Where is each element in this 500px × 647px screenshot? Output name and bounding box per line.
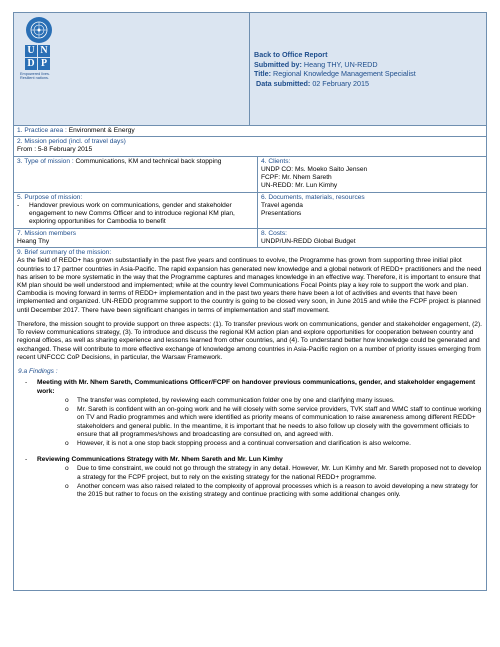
logo-cell bbox=[14, 13, 249, 125]
mission-type-value: Communications, KM and technical back stopping bbox=[75, 157, 222, 165]
finding-title: Meeting with Mr. Nhem Sareth, Communications Officer/FCPF on handover previous communications, gender, and stakeholder engagement work: bbox=[37, 379, 476, 395]
logo-letter: N bbox=[38, 45, 50, 57]
purpose-value: Handover previous work on communications, gender and stakeholder engagement to new Comms Officer and to introduce regional KM plan, exploring opportunities for Cambodia to benefit bbox=[29, 201, 235, 226]
submitted-by-label: Submitted by: bbox=[254, 59, 302, 69]
costs-cell bbox=[257, 229, 486, 247]
documents-cell bbox=[257, 193, 486, 228]
un-emblem-icon bbox=[26, 17, 52, 43]
document-item: Travel agenda bbox=[261, 201, 303, 209]
members-label: 7. Mission members bbox=[17, 229, 76, 237]
finding-point: o Mr. Sareth is confident with an on-going work and he will closely with some service providers, TVK staff and WMC staff to continue working on TV and Radio programmes and which were identified as priority means of communication to raise awareness among different REDD+ stakeholders and general public. In the meantime, it is important that he needs to also follow up closely with the government officials to ensure that all programmes/shows and broadcasting are consulted on, and agreed with. bbox=[65, 406, 482, 438]
members-value: Heang Thy bbox=[17, 237, 50, 245]
purpose-documents-row bbox=[14, 192, 486, 228]
findings-title: 9.a Findings : bbox=[18, 368, 58, 376]
mission-type-clients-row bbox=[14, 156, 486, 192]
summary-paragraph: As the field of REDD+ has grown substantially in the past five years and continues to evolve, the Programme has grown from supporting three initial pilot countries to 17 partner countries in Asia-Pacific. The rapid expansion has generated new knowledge and a global network of REDD+ practitioners and the need has arisen to be more systematic in the way that the Programme captures and manages knowledge in an effective way. Therefore, it is important to ensure that KM plan should be well understood and implemented; while at the country level Communications Focal Points play a key role to support the work and plan. Cambodia is moving forward in terms of REDD+ implementation and in the past two years there have been a lot of activities and events that have been implemented and organized. UN-REDD programme support to the country is going to be closed very soon, in June 2015 and while the FCPF project is planned until December 2017. There have been significant changes in terms of implementation and staff movement. bbox=[17, 257, 482, 314]
purpose-item: - Handover previous work on communications, gender and stakeholder engagement to new Comms Officer and to introduce regional KM plan, exploring opportunities for Cambodia to benefit bbox=[17, 202, 254, 227]
date-label: Data submitted: bbox=[256, 79, 311, 89]
report-title: Back to Office Report bbox=[254, 50, 328, 59]
mission-type-cell bbox=[14, 157, 257, 192]
members-cell bbox=[14, 229, 257, 247]
purpose-cell bbox=[14, 193, 257, 228]
report-header bbox=[14, 13, 486, 125]
documents-label: 6. Documents, materials, resources bbox=[261, 193, 365, 201]
purpose-label: 5. Purpose of mission: bbox=[17, 193, 83, 201]
title-label: Title: bbox=[254, 69, 272, 79]
practice-area-label: 1. Practice area : bbox=[17, 127, 67, 134]
report-info-cell bbox=[249, 13, 486, 125]
client-item: UNDP CO: Ms. Moeko Saito Jensen bbox=[261, 165, 368, 173]
logo-letter: P bbox=[38, 58, 50, 70]
finding-point: o The transfer was completed, by reviewing each communication folder one by one and clarifying many issues. bbox=[65, 396, 395, 404]
undp-letter-grid bbox=[25, 45, 58, 70]
client-item: UN-REDD: Mr. Lun Kimhy bbox=[261, 182, 338, 190]
finding-point: o Another concern was also raised related to the complexity of approval processes which is a reason to avoid developing a new strategy for the 2015 but rather to focus on the existing strategy and continue practicing with some additional changes only. bbox=[65, 482, 478, 499]
mission-period-row bbox=[14, 136, 486, 155]
title-value: Regional Knowledge Management Specialist bbox=[273, 69, 416, 79]
costs-value: UNDP/UN-REDD Global Budget bbox=[261, 237, 356, 245]
mission-type-label: 3. Type of mission : bbox=[17, 157, 74, 165]
finding-title: Reviewing Communications Strategy with Mr. Nhem Sareth and Mr. Lun Kimhy bbox=[37, 456, 283, 464]
logo-letter: D bbox=[25, 58, 37, 70]
date-value: 02 February 2015 bbox=[312, 79, 370, 89]
summary-cell bbox=[14, 248, 486, 590]
mission-period-label: 2. Mission period (incl. of travel days) bbox=[17, 138, 126, 146]
logo-tagline: Empowered lives. Resilient nations. bbox=[20, 72, 50, 81]
practice-area-value: Environment & Energy bbox=[68, 127, 135, 134]
finding-item: - Meeting with Mr. Nhem Sareth, Communications Officer/FCPF on handover previous communications, gender, and stakeholder engagement work: bbox=[25, 379, 483, 395]
submitted-by-value: Heang THY, UN-REDD bbox=[303, 59, 378, 69]
summary-row bbox=[14, 247, 486, 590]
members-costs-row bbox=[14, 228, 486, 247]
costs-label: 8. Costs: bbox=[261, 229, 288, 237]
document-item: Presentations bbox=[261, 210, 302, 218]
finding-point: o However, it is not a one stop back stopping process and a continual conversation and clarification is also welcome. bbox=[65, 439, 411, 447]
mission-period-value: From : 5-8 February 2015 bbox=[17, 146, 93, 154]
back-to-office-form bbox=[13, 12, 487, 591]
finding-point: o Due to time constraint, we could not go through the strategy in any detail. However, Mr. Lun Kimhy and Mr. Sareth proposed not to develop a strategy for the FCPF project, but to rely on the existing strategy for the national REDD+ programme. bbox=[65, 465, 482, 481]
clients-cell bbox=[257, 157, 486, 192]
clients-label: 4. Clients: bbox=[261, 157, 291, 165]
undp-logo bbox=[20, 17, 58, 80]
summary-label: 9. Brief summary of the mission: bbox=[17, 249, 112, 257]
client-item: FCPF: Mr. Nhem Sareth bbox=[261, 174, 332, 182]
summary-paragraph: Therefore, the mission sought to provide support on three aspects: (1). To transfer previous work on communications, gender and stakeholder engagement, (2). To review communications strategy, (3). To introduce and discuss the regional KM action plan and explore opportunities for cooperation between country and regional offices, as well as sharing experience and lessons learned from other countries, and (4). To understand better how knowledge could be generated and exchanged. These will contribute to more effective exchange of knowledge among countries in Asia-Pacific region on a number of priority issues emerging from recent UNFCCC CoP Decisions, in particular, the Warsaw Framework. bbox=[17, 320, 482, 361]
logo-letter: U bbox=[25, 45, 37, 57]
practice-area-row bbox=[14, 125, 486, 136]
finding-item: - Reviewing Communications Strategy with Mr. Nhem Sareth and Mr. Lun Kimhy bbox=[25, 456, 283, 464]
